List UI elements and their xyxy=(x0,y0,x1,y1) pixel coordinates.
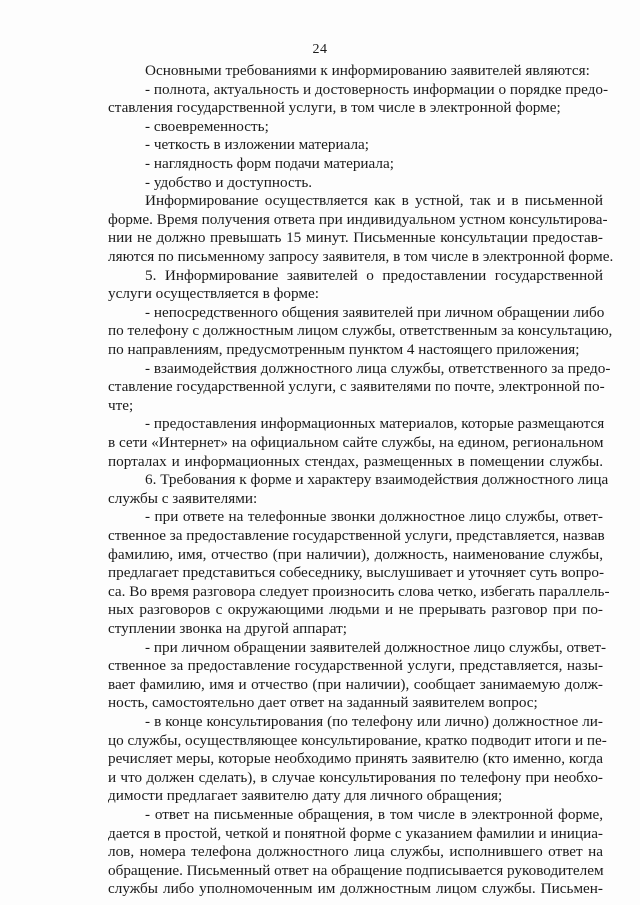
text-line: - при ответе на телефонные звонки должностное лицо службы, ответ- xyxy=(145,508,603,526)
text-line: - ответ на письменные обращения, в том числе в электронной форме, xyxy=(145,806,603,823)
text-line: - удобство и доступность. xyxy=(145,173,313,191)
text-line: - в конце консультирования (по телефону или лично) должностное ли- xyxy=(145,713,603,730)
text-line: ственное за предоставление государственной услуги, представляется, назы- xyxy=(108,657,603,675)
text-line: ступлении звонка на другой аппарат; xyxy=(108,620,347,637)
text-line: фамилию, имя, отчество (при наличии), должность, наименование службы, xyxy=(108,545,603,563)
text-line: службы либо уполномоченным им должностным лицом службы. Письмен- xyxy=(108,880,603,898)
text-line: 6. Требования к форме и характеру взаимодействия должностного лица xyxy=(145,471,609,489)
text-line: ставления государственной услуги, в том числе в электронной форме; xyxy=(108,99,561,117)
text-line: ставление государственной услуги, с заявителями по почте, электронной по- xyxy=(108,378,605,396)
text-line: форме. Время получения ответа при индивидуальном устном консультирова- xyxy=(108,210,608,228)
text-line: вает фамилию, имя и отчество (при наличии), сообщает занимаемую долж- xyxy=(108,675,603,693)
text-line: димости предлагает заявителю дату для личного обращения; xyxy=(108,787,503,805)
text-line: 5. Информирование заявителей о предоставлении государственной xyxy=(145,266,603,284)
text-line: обращение. Письменный ответ на обращение подписывается руководителем xyxy=(108,861,604,879)
text-line: дается в простой, четкой и понятной форме с указанием фамилии и инициа- xyxy=(108,824,603,842)
text-line: услуги осуществляется в форме: xyxy=(108,285,319,303)
text-line: цо службы, осуществляющее консультирование, кратко подводит итоги и пе- xyxy=(108,731,607,749)
text-line: службы с заявителями: xyxy=(108,489,258,507)
text-line: - четкость в изложении материала; xyxy=(145,136,370,154)
text-line: - своевременность; xyxy=(145,117,269,135)
text-line: - непосредственного общения заявителей при личном обращении либо xyxy=(145,303,605,321)
text-line: са. Во время разговора следует произносить слова четко, избегать параллель- xyxy=(108,582,610,600)
text-line: в сети «Интернет» на официальном сайте службы, на едином, региональном xyxy=(108,434,604,451)
text-line: - предоставления информационных материалов, которые размещаются xyxy=(145,415,605,433)
text-line: ность, самостоятельно дает ответ на заданный заявителем вопрос; xyxy=(108,694,538,712)
text-line: по направлениям, предусмотренным пунктом 4 настоящего приложения; xyxy=(108,341,580,358)
text-line: предлагает представиться собеседнику, выслушивает и уточняет суть вопро- xyxy=(108,564,605,582)
text-line: речисляет меры, которые необходимо принять заявителю (кто именно, когда xyxy=(108,750,603,768)
text-line: ных разговоров с окружающими людьми и не прерывать разговор при по- xyxy=(108,601,603,619)
text-line: по телефону с должностным лицом службы, ответственным за консультацию, xyxy=(108,322,613,340)
text-line: и что должен сделать), в случае консультирования по телефону при необхо- xyxy=(108,768,603,786)
text-line: ляются по письменному запросу заявителя, в том числе в электронной форме. xyxy=(108,248,614,265)
text-line: ственное за предоставление государственной услуги, представляется, назвав xyxy=(108,527,605,544)
text-line: лов, номера телефона должностного лица службы, исполнившего ответ на xyxy=(108,843,603,861)
text-line: Основными требованиями к информированию заявителей являются: xyxy=(145,62,590,79)
page-number: 24 xyxy=(312,42,328,57)
text-line: Информирование осуществляется как в устной, так и в письменной xyxy=(145,192,603,210)
text-line: - при личном обращении заявителей должностное лицо службы, ответ- xyxy=(145,638,607,656)
text-line: порталах и информационных стендах, размещенных в помещении службы. xyxy=(108,452,603,470)
text-line: - полнота, актуальность и достоверность информации о порядке предо- xyxy=(145,80,609,98)
text-line: - взаимодействия должностного лица службы, ответственного за предо- xyxy=(145,359,611,377)
text-line: - наглядность форм подачи материала; xyxy=(145,155,394,172)
text-line: чте; xyxy=(108,396,134,414)
text-line: нии не должно превышать 15 минут. Письменные консультации предостав- xyxy=(108,229,603,247)
